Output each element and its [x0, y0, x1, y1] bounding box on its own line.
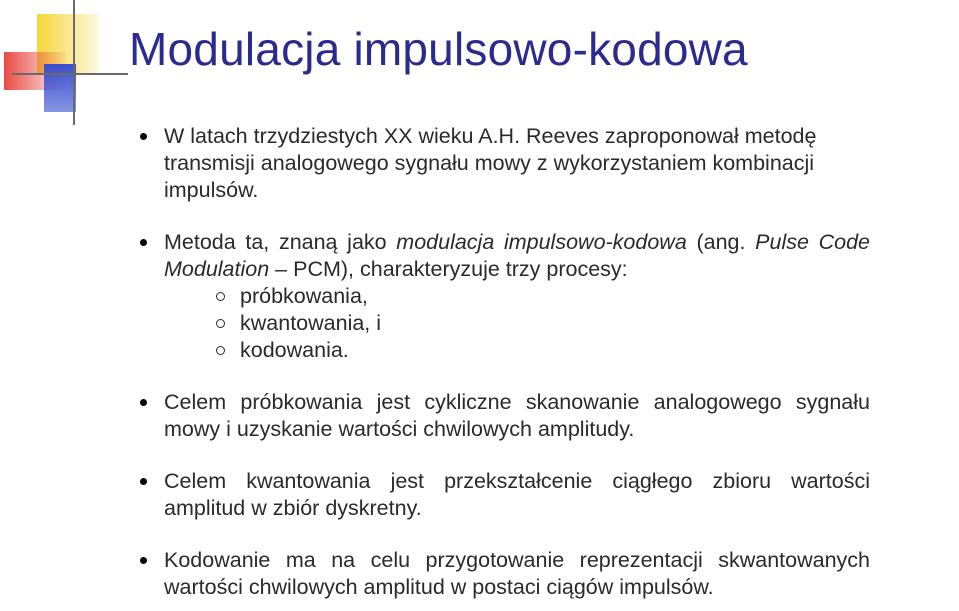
term-polish: modulacja impulsowo-kodowa	[396, 230, 687, 254]
bullet-text: W latach trzydziestych XX wieku A.H. Reeves zaproponował metodę transmisji analogowego sygnału mowy z wykorzystaniem kombinacji impulsów.	[164, 124, 817, 202]
sub-list	[164, 283, 870, 364]
bullet2-text-ang: (ang.	[696, 230, 746, 254]
deco-blue-square	[44, 64, 76, 112]
bullet-item	[140, 547, 870, 601]
bullet2-text-before: Metoda ta, znaną jako	[164, 230, 387, 254]
bullet-item	[140, 229, 870, 364]
bullet-text: Kodowanie ma na celu przygotowanie reprezentacji skwantowanych wartości chwilowych amplitud w postaci ciągów impulsów.	[164, 548, 870, 599]
sub-item: kwantowania, i	[216, 310, 870, 337]
slide-title: Modulacja impulsowo-kodowa	[129, 23, 748, 75]
bullet-list	[140, 123, 870, 601]
term-english: Pulse Code Modulation	[164, 230, 870, 281]
bullet-text	[164, 229, 870, 283]
bullet-text: Celem próbkowania jest cykliczne skanowanie analogowego sygnału mowy i uzyskanie wartości chwilowych amplitudy.	[164, 390, 870, 441]
sub-item: kodowania.	[216, 337, 870, 364]
sub-item: próbkowania,	[216, 283, 870, 310]
bullet-item	[140, 389, 870, 443]
bullet-text: Celem kwantowania jest przekształcenie ciągłego zbioru wartości amplitud w zbiór dyskretny.	[164, 469, 870, 520]
bullet-item	[140, 123, 870, 204]
bullet2-text-after: – PCM), charakteryzuje trzy procesy:	[275, 257, 628, 281]
title-decoration	[0, 0, 130, 125]
bullet-item	[140, 468, 870, 522]
